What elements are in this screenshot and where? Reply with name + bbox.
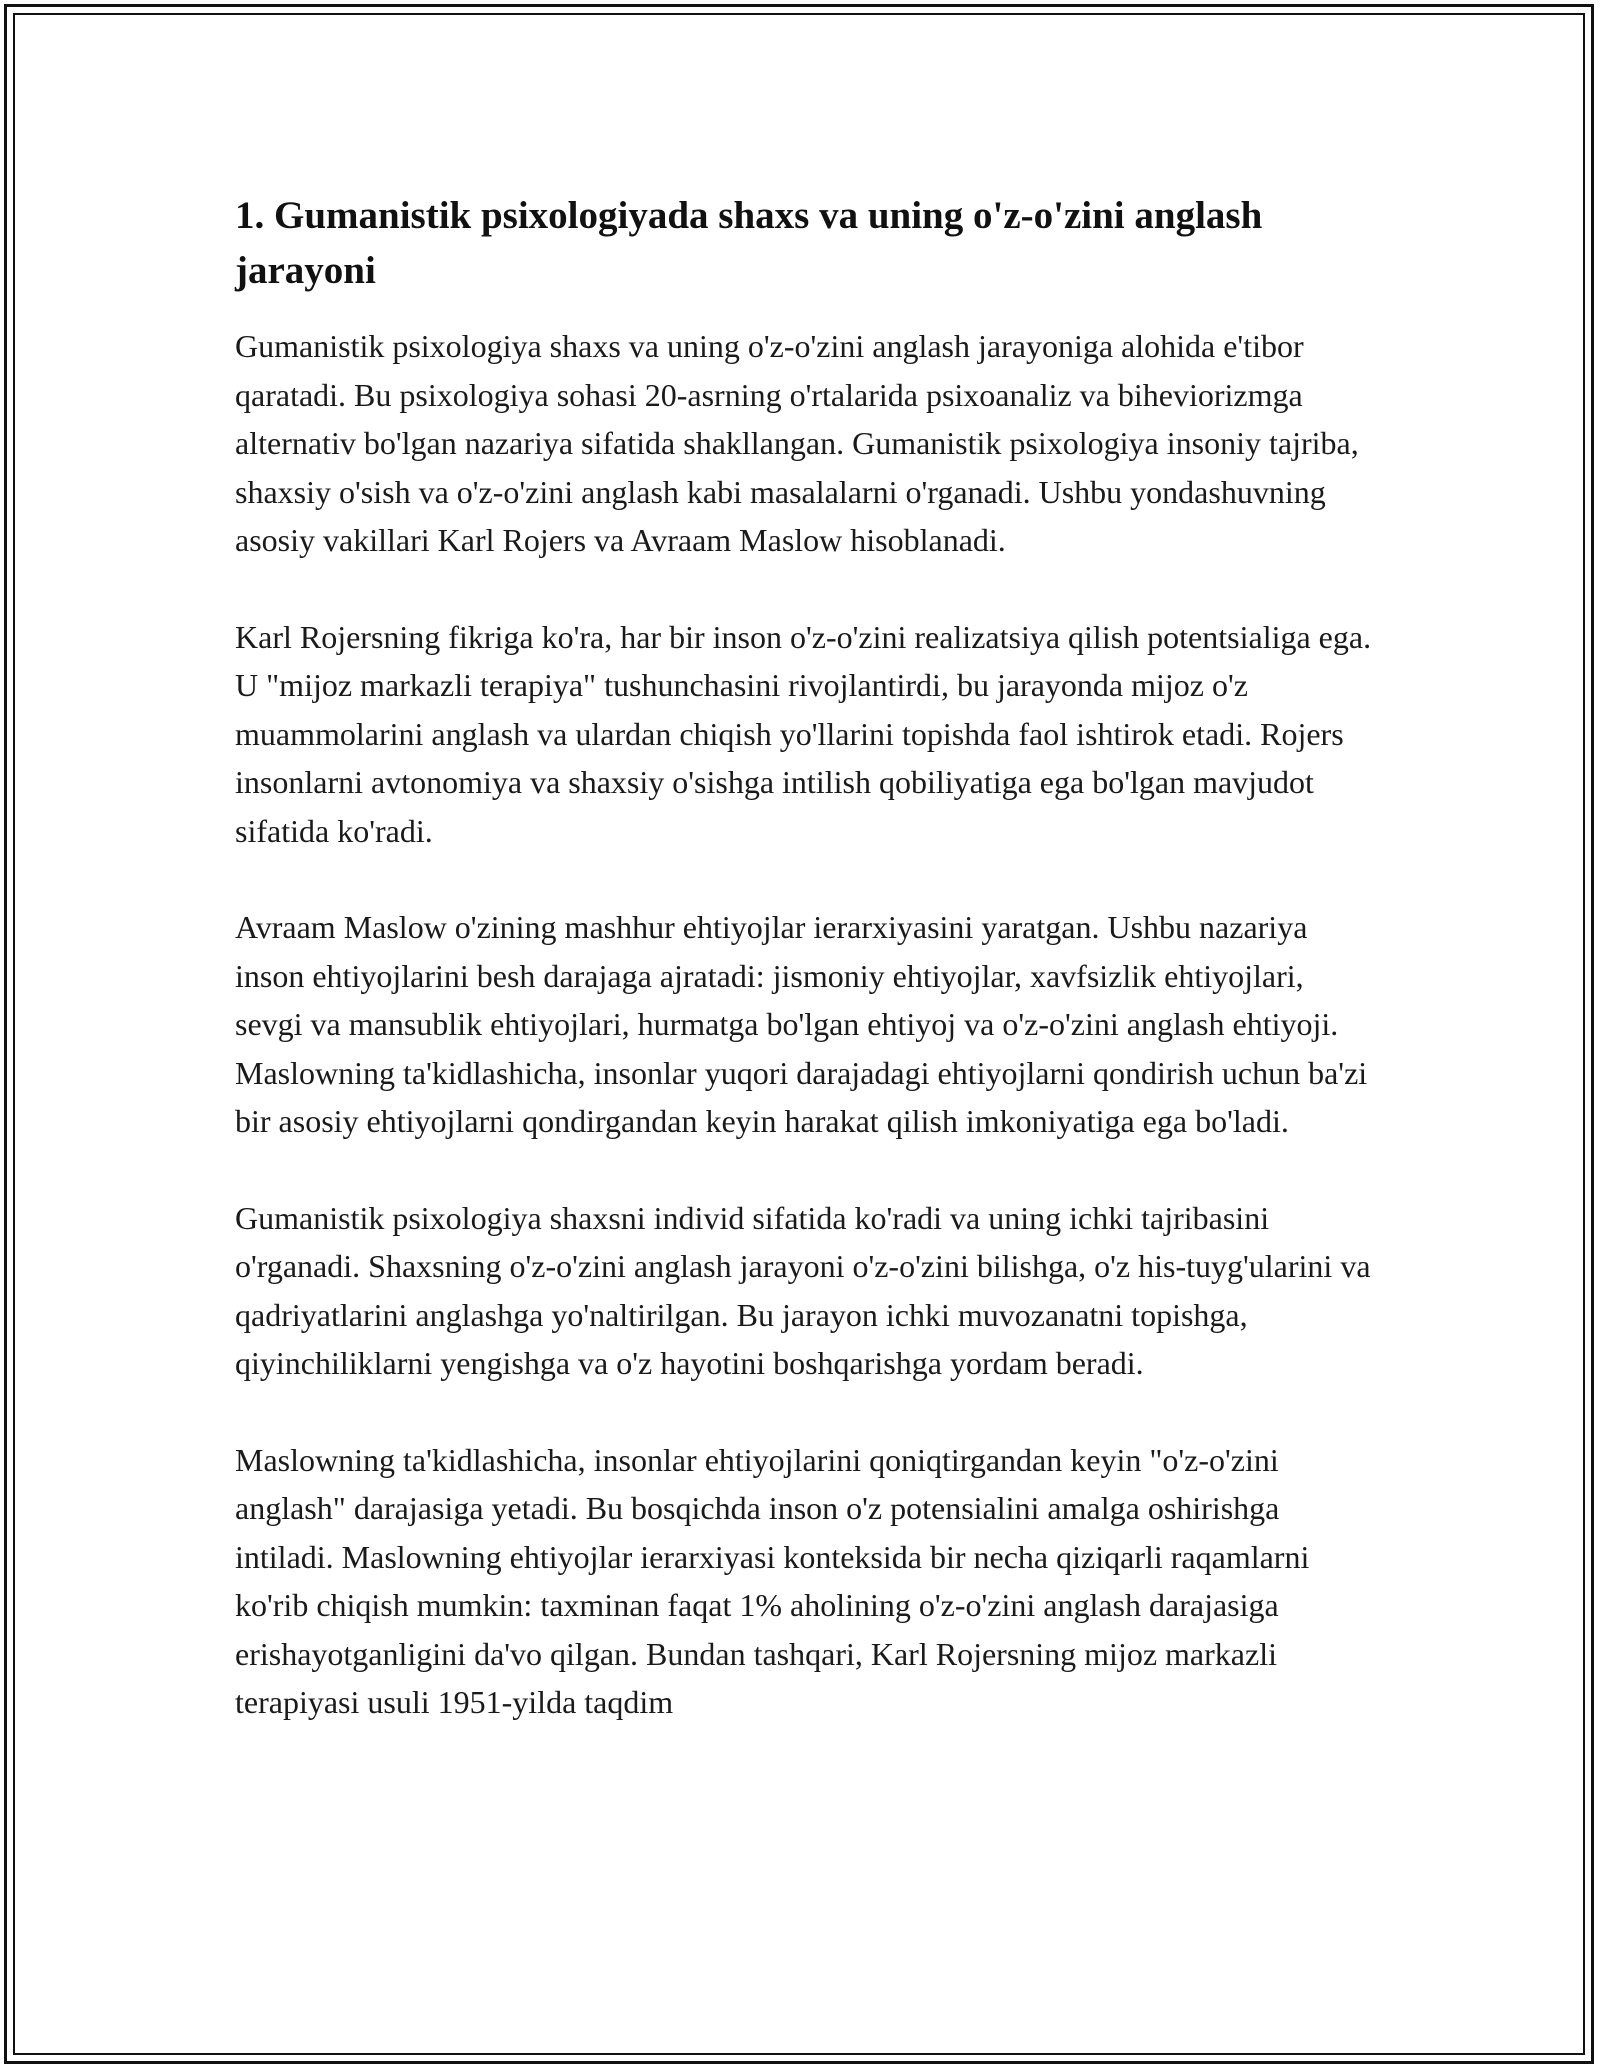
document-body xyxy=(235,188,1375,1775)
paragraph-4: Gumanistik psixologiya shaxsni individ sifatida ko'radi va uning ichki tajribasini o'rganadi. Shaxsning o'z-o'zini anglash jarayoni o'z-o'zini bilishga, o'z his-tuyg'ularini va qadriyatlarini anglashga yo'naltirilgan. Bu jarayon ichki muvozanatni topishga, qiyinchiliklarni yengishga va o'z hayotini boshqarishga yordam beradi. xyxy=(235,1199,1371,1381)
paragraph-2: Karl Rojersning fikriga ko'ra, har bir inson o'z-o'zini realizatsiya qilish potentsialiga ega. U "mijoz markazli terapiya" tushunchasini rivojlantirdi, bu jarayonda mijoz o'z muammolarini anglash va ulardan chiqish yo'llarini topishda faol ishtirok etadi. Rojers insonlarni avtonomiya va shaxsiy o'sishga intilish qobiliyatiga ega bo'lgan mavjudot sifatida ko'radi. xyxy=(235,618,1372,849)
paragraph-5: Maslowning ta'kidlashicha, insonlar ehtiyojlarini qoniqtirgandan keyin "o'z-o'zini anglash" darajasiga yetadi. Bu bosqichda inson o'z potensialini amalga oshirishga intiladi. Maslowning ehtiyojlar ierarxiyasi konteksida bir necha qiziqarli raqamlarni ko'rib chiqish mumkin: taxminan faqat 1% aholining o'z-o'zini anglash darajasiga erishayotganligini da'vo qilgan. Bundan tashqari, Karl Rojersning mijoz markazli terapiyasi usuli 1951-yilda taqdim xyxy=(235,1441,1310,1720)
section-title: 1. Gumanistik psixologiyada shaxs va uning o'z-o'zini anglash jarayoni xyxy=(235,194,1263,292)
paragraph-3: Avraam Maslow o'zining mashhur ehtiyojlar ierarxiyasini yaratgan. Ushbu nazariya inson ehtiyojlarini besh darajaga ajratadi: jismoniy ehtiyojlar, xavfsizlik ehtiyojlari, sevgi va mansublik ehtiyojlari, hurmatga bo'lgan ehtiyoj va o'z-o'zini anglash ehtiyoji. Maslowning ta'kidlashicha, insonlar yuqori darajadagi ehtiyojlarni qondirish uchun ba'zi bir asosiy ehtiyojlarni qondirgandan keyin harakat qilish imkoniyatiga ega bo'ladi. xyxy=(235,909,1368,1139)
paragraph-1: Gumanistik psixologiya shaxs va uning o'z-o'zini anglash jarayoniga alohida e'tibor qaratadi. Bu psixologiya sohasi 20-asrning o'rtalarida psixoanaliz va biheviorizmga alternativ bo'lgan nazariya sifatida shakllangan. Gumanistik psixologiya insoniy tajriba, shaxsiy o'sish va o'z-o'zini anglash kabi masalalarni o'rganadi. Ushbu yondashuvning asosiy vakillari Karl Rojers va Avraam Maslow hisoblanadi. xyxy=(235,328,1359,558)
